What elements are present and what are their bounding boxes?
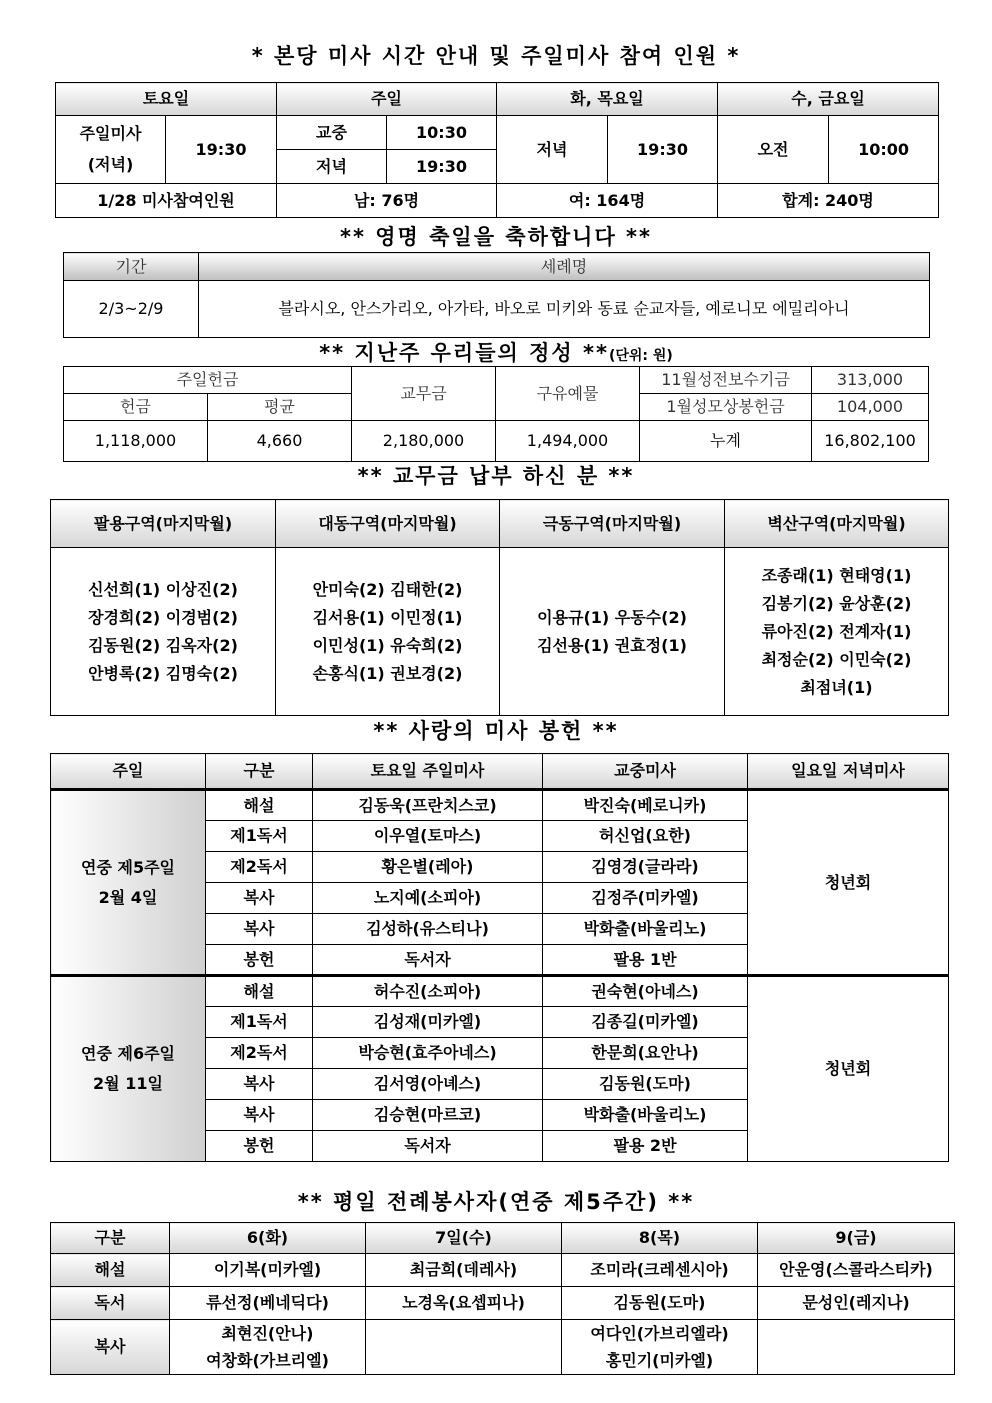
list-item: 안병록(2) 김명숙(2)	[88, 663, 238, 683]
list-item: 장경희(2) 이경범(2)	[88, 607, 238, 627]
main-server: 권숙현(아네스)	[543, 976, 748, 1007]
role-cell: 봉헌	[206, 945, 313, 976]
saturday-server: 김승현(마르코)	[313, 1100, 543, 1131]
list-item: 김봉기(2) 윤상훈(2)	[761, 593, 912, 613]
role-cell: 제2독서	[206, 852, 313, 883]
church-dues-value: 2,180,000	[352, 421, 496, 462]
weekday-header-thu: 8(목)	[562, 1223, 758, 1254]
saturday-mass-label: 주일미사 (저녁)	[56, 116, 166, 184]
weekday-header-wed: 7일(수)	[366, 1223, 562, 1254]
role-cell: 해설	[206, 976, 313, 1007]
weekday-cell: 문성인(레지나)	[758, 1287, 955, 1320]
weekday-role-server: 복사	[51, 1320, 170, 1375]
sunday-collection-label: 주일헌금	[64, 367, 352, 394]
weekday-header-fri: 9(금)	[758, 1223, 955, 1254]
main-server: 김동원(도마)	[543, 1069, 748, 1100]
main-server: 김영경(글라라)	[543, 852, 748, 883]
header-saturday: 토요일	[56, 83, 277, 116]
relief-label: 구유예물	[496, 367, 640, 421]
role-cell: 해설	[206, 790, 313, 821]
weekday-header-tue: 6(화)	[170, 1223, 366, 1254]
role-cell: 복사	[206, 914, 313, 945]
sunday-evening-label: 저녁	[277, 150, 387, 184]
weekday-title: ** 평일 전례봉사자(연중 제5주간) **	[297, 1190, 695, 1214]
table-row	[51, 1287, 955, 1320]
attendance-label: 1/28 미사참여인원	[56, 184, 277, 218]
saturday-server: 황은별(레아)	[313, 852, 543, 883]
list-item: 최정순(2) 이민숙(2)	[761, 649, 912, 669]
list-item: 최점녀(1)	[800, 677, 873, 697]
fund1-label: 11월성전보수기금	[640, 367, 812, 394]
header-sunday: 주일	[277, 83, 497, 116]
role-cell: 제1독서	[206, 821, 313, 852]
feast-table	[63, 252, 930, 338]
wed-fri-time: 10:00	[829, 116, 939, 184]
main-server: 김정주(미카엘)	[543, 883, 748, 914]
weekday-header-role: 구분	[51, 1223, 170, 1254]
list-item: 김선용(1) 권효정(1)	[537, 635, 687, 655]
weekday-cell: 이기복(미카엘)	[170, 1254, 366, 1287]
cash-value: 1,118,000	[64, 421, 208, 462]
weekday-cell	[758, 1320, 955, 1375]
header-saturday-mass: 토요일 주일미사	[313, 754, 543, 790]
main-server: 박화출(바울리노)	[543, 1100, 748, 1131]
fund2-value: 104,000	[812, 394, 929, 421]
main-server: 김종길(미카엘)	[543, 1007, 748, 1038]
district-daedong-header: 대동구역(마지막월)	[276, 500, 500, 548]
role-cell: 제1독서	[206, 1007, 313, 1038]
saturday-server: 김서영(아녜스)	[313, 1069, 543, 1100]
main-server: 팔용 1반	[543, 945, 748, 976]
table-row	[51, 1254, 955, 1287]
list-item: 김서용(1) 이민정(1)	[312, 607, 463, 627]
district-byeoksan-header: 벽산구역(마지막월)	[725, 500, 949, 548]
sunday-main-time: 10:30	[387, 116, 497, 150]
list-item: 이용규(1) 우동수(2)	[537, 607, 687, 627]
weekday-cell: 최금희(데레사)	[366, 1254, 562, 1287]
role-cell: 봉헌	[206, 1131, 313, 1162]
offering-title: ** 지난주 우리들의 정성 **(단위: 원)	[319, 341, 673, 365]
tue-thu-time: 19:30	[608, 116, 718, 184]
list-item: 김동원(2) 김옥자(2)	[88, 635, 238, 655]
header-wed-fri: 수, 금요일	[718, 83, 939, 116]
feast-names: 블라시오, 안스가리오, 아가타, 바오로 미키와 동료 순교자들, 예로니모 에밀리아니	[199, 281, 930, 338]
main-server: 팔용 2반	[543, 1131, 748, 1162]
list-item: 손홍식(1) 권보경(2)	[312, 663, 463, 683]
saturday-server: 박승현(효주아네스)	[313, 1038, 543, 1069]
church-dues-label: 교무금	[352, 367, 496, 421]
weekday-cell: 조미라(크레센시아)	[562, 1254, 758, 1287]
district-byeoksan-list	[725, 548, 949, 716]
offering-unit: (단위: 원)	[608, 348, 673, 364]
feast-title: ** 영명 축일을 축하합니다 **	[339, 225, 653, 249]
list-item: 류아진(2) 전계자(1)	[761, 621, 912, 641]
list-item: 신선희(1) 이상진(2)	[88, 579, 238, 599]
main-server: 박화출(바울리노)	[543, 914, 748, 945]
weekday-role-commentary: 해설	[51, 1254, 170, 1287]
week-6-evening: 청년회	[748, 976, 949, 1162]
weekday-table	[50, 1222, 955, 1375]
feast-period: 2/3~2/9	[64, 281, 199, 338]
feast-header-names: 세례명	[199, 253, 930, 281]
weekday-cell: 여다인(가브리엘라) 홍민기(미카엘)	[562, 1320, 758, 1375]
table-row	[51, 790, 949, 821]
cumulative-value: 16,802,100	[812, 421, 929, 462]
weekday-cell	[366, 1320, 562, 1375]
role-cell: 복사	[206, 1069, 313, 1100]
weekday-cell: 노경옥(요셉피나)	[366, 1287, 562, 1320]
header-tue-thu: 화, 목요일	[497, 83, 718, 116]
header-sunday-evening: 일요일 저녁미사	[748, 754, 949, 790]
table-row	[51, 1320, 955, 1375]
mass-times-table	[55, 82, 939, 218]
saturday-server: 이우열(토마스)	[313, 821, 543, 852]
offering-table	[63, 366, 929, 462]
district-palyong-list	[51, 548, 276, 716]
week-5-label: 연중 제5주일 2월 4일	[51, 790, 206, 976]
weekday-cell: 최현진(안나) 여창화(가브리엘)	[170, 1320, 366, 1375]
fund2-label: 1월성모상봉헌금	[640, 394, 812, 421]
saturday-server: 김성하(유스티나)	[313, 914, 543, 945]
dues-title: ** 교무금 납부 하신 분 **	[357, 464, 635, 488]
role-cell: 복사	[206, 1100, 313, 1131]
feast-header-period: 기간	[64, 253, 199, 281]
district-daedong-list	[276, 548, 500, 716]
weekday-cell: 류선정(베네딕다)	[170, 1287, 366, 1320]
week-6-label: 연중 제6주일 2월 11일	[51, 976, 206, 1162]
role-cell: 제2독서	[206, 1038, 313, 1069]
cumulative-label: 누계	[640, 421, 812, 462]
sunday-main-label: 교중	[277, 116, 387, 150]
list-item: 이민성(1) 유숙희(2)	[312, 635, 463, 655]
fund1-value: 313,000	[812, 367, 929, 394]
main-server: 허신업(요한)	[543, 821, 748, 852]
attendance-male: 남: 76명	[277, 184, 497, 218]
list-item: 조종래(1) 현태영(1)	[761, 565, 912, 585]
average-value: 4,660	[208, 421, 352, 462]
dues-table	[50, 499, 949, 716]
saturday-server: 김성재(미카엘)	[313, 1007, 543, 1038]
mass-times-title: * 본당 미사 시간 안내 및 주일미사 참여 인원 *	[251, 44, 741, 68]
saturday-server: 허수진(소피아)	[313, 976, 543, 1007]
wed-fri-label: 오전	[718, 116, 829, 184]
saturday-mass-time: 19:30	[166, 116, 277, 184]
relief-value: 1,494,000	[496, 421, 640, 462]
tue-thu-label: 저녁	[497, 116, 608, 184]
love-mass-title: ** 사랑의 미사 봉헌 **	[373, 719, 619, 743]
district-geukdong-header: 극동구역(마지막월)	[500, 500, 725, 548]
weekday-role-reading: 독서	[51, 1287, 170, 1320]
header-week: 주일	[51, 754, 206, 790]
district-geukdong-list	[500, 548, 725, 716]
list-item: 안미숙(2) 김태한(2)	[312, 579, 463, 599]
header-role: 구분	[206, 754, 313, 790]
district-palyong-header: 팔용구역(마지막월)	[51, 500, 276, 548]
saturday-server: 김동욱(프란치스코)	[313, 790, 543, 821]
main-server: 한문희(요안나)	[543, 1038, 748, 1069]
attendance-female: 여: 164명	[497, 184, 718, 218]
main-server: 박진숙(베로니카)	[543, 790, 748, 821]
average-label: 평균	[208, 394, 352, 421]
week-5-evening: 청년회	[748, 790, 949, 976]
sunday-evening-time: 19:30	[387, 150, 497, 184]
weekday-cell: 안운영(스콜라스티카)	[758, 1254, 955, 1287]
header-main-mass: 교중미사	[543, 754, 748, 790]
saturday-server: 독서자	[313, 945, 543, 976]
weekday-cell: 김동원(도마)	[562, 1287, 758, 1320]
attendance-total: 합계: 240명	[718, 184, 939, 218]
love-mass-table	[50, 753, 949, 1162]
saturday-server: 노지예(소피아)	[313, 883, 543, 914]
saturday-server: 독서자	[313, 1131, 543, 1162]
cash-label: 헌금	[64, 394, 208, 421]
role-cell: 복사	[206, 883, 313, 914]
table-row	[51, 976, 949, 1007]
